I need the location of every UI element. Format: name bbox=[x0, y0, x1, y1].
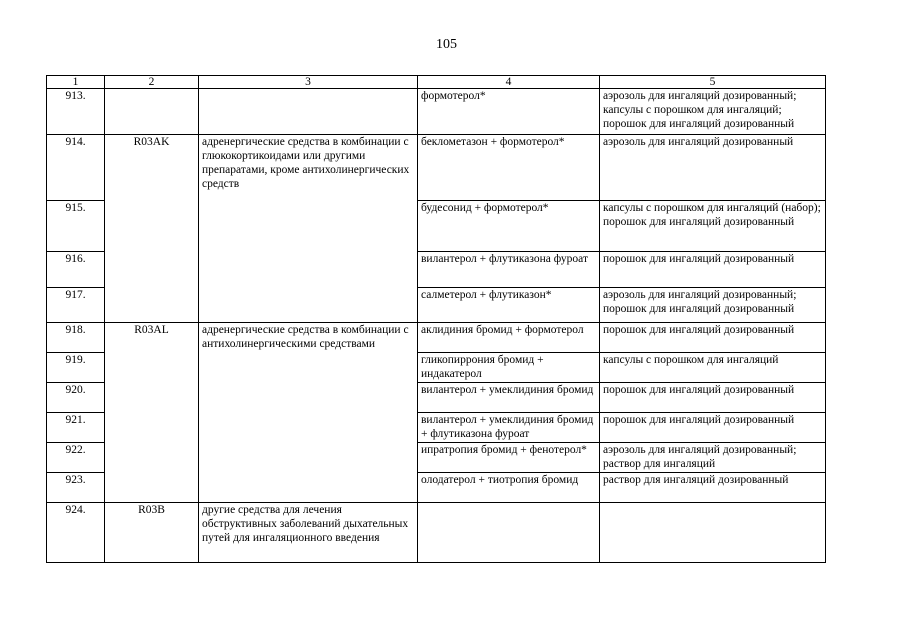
column-header: 2 bbox=[105, 76, 199, 89]
dosage-form: порошок для ингаляций дозированный bbox=[603, 324, 795, 336]
row-number: 918. bbox=[47, 323, 105, 353]
dosage-form: капсулы с порошком для ингаляций; bbox=[603, 104, 782, 116]
group-name bbox=[199, 89, 418, 135]
row-number: 917. bbox=[47, 288, 105, 323]
drug-name: олодатерол + тиотропия бромид bbox=[418, 473, 600, 503]
dosage-form: порошок для ингаляций дозированный bbox=[603, 414, 795, 426]
drug-name: гликопиррония бромид + индакатерол bbox=[418, 353, 600, 383]
dosage-form: раствор для ингаляций дозированный bbox=[603, 474, 789, 486]
dosage-form: порошок для ингаляций дозированный bbox=[603, 253, 795, 265]
row-number: 913. bbox=[47, 89, 105, 135]
drug-name: будесонид + формотерол* bbox=[418, 201, 600, 252]
drug-classification-table bbox=[46, 75, 826, 563]
atc-code: R03AK bbox=[105, 135, 199, 323]
dosage-forms bbox=[600, 503, 826, 563]
dosage-form: аэрозоль для ингаляций дозированный; bbox=[603, 444, 797, 456]
dosage-forms bbox=[600, 323, 826, 353]
dosage-form: аэрозоль для ингаляций дозированный; bbox=[603, 90, 797, 102]
drug-name: беклометазон + формотерол* bbox=[418, 135, 600, 201]
dosage-form: капсулы с порошком для ингаляций (набор); bbox=[603, 202, 821, 214]
dosage-forms bbox=[600, 383, 826, 413]
atc-code bbox=[105, 89, 199, 135]
dosage-forms bbox=[600, 89, 826, 135]
group-name: другие средства для лечения обструктивных заболеваний дыхательных путей для ингаляционного введения bbox=[199, 503, 418, 563]
dosage-form: аэрозоль для ингаляций дозированный bbox=[603, 136, 794, 148]
dosage-forms bbox=[600, 443, 826, 473]
dosage-form: порошок для ингаляций дозированный bbox=[603, 303, 795, 315]
drug-name: вилантерол + умеклидиния бромид bbox=[418, 383, 600, 413]
row-number: 920. bbox=[47, 383, 105, 413]
drug-name: формотерол* bbox=[418, 89, 600, 135]
row-number: 922. bbox=[47, 443, 105, 473]
dosage-form: раствор для ингаляций bbox=[603, 458, 716, 470]
table-row bbox=[47, 503, 826, 563]
row-number: 924. bbox=[47, 503, 105, 563]
row-number: 921. bbox=[47, 413, 105, 443]
drug-name: вилантерол + флутиказона фуроат bbox=[418, 252, 600, 288]
dosage-form: порошок для ингаляций дозированный bbox=[603, 216, 795, 228]
page-number: 105 bbox=[436, 37, 457, 52]
dosage-form: порошок для ингаляций дозированный bbox=[603, 384, 795, 396]
dosage-form: капсулы с порошком для ингаляций bbox=[603, 354, 779, 366]
column-header: 4 bbox=[418, 76, 600, 89]
atc-code: R03AL bbox=[105, 323, 199, 503]
drug-name: салметерол + флутиказон* bbox=[418, 288, 600, 323]
dosage-forms bbox=[600, 201, 826, 252]
dosage-forms bbox=[600, 473, 826, 503]
table-row bbox=[47, 89, 826, 135]
row-number: 923. bbox=[47, 473, 105, 503]
group-name: адренергические средства в комбинации с глюкокортикоидами или другими препаратами, кроме антихолинергических средств bbox=[199, 135, 418, 323]
table-row bbox=[47, 323, 826, 353]
drug-name bbox=[418, 503, 600, 563]
table-header-row bbox=[47, 76, 826, 89]
column-header: 1 bbox=[47, 76, 105, 89]
row-number: 919. bbox=[47, 353, 105, 383]
dosage-form: порошок для ингаляций дозированный bbox=[603, 118, 795, 130]
dosage-forms bbox=[600, 288, 826, 323]
dosage-form: аэрозоль для ингаляций дозированный; bbox=[603, 289, 797, 301]
group-name: адренергические средства в комбинации с антихолинергическими средствами bbox=[199, 323, 418, 503]
dosage-forms bbox=[600, 353, 826, 383]
table-row bbox=[47, 135, 826, 201]
column-header: 5 bbox=[600, 76, 826, 89]
dosage-forms bbox=[600, 135, 826, 201]
dosage-forms bbox=[600, 413, 826, 443]
drug-name: аклидиния бромид + формотерол bbox=[418, 323, 600, 353]
drug-name: ипратропия бромид + фенотерол* bbox=[418, 443, 600, 473]
column-header: 3 bbox=[199, 76, 418, 89]
atc-code: R03B bbox=[105, 503, 199, 563]
row-number: 914. bbox=[47, 135, 105, 201]
row-number: 915. bbox=[47, 201, 105, 252]
row-number: 916. bbox=[47, 252, 105, 288]
drug-name: вилантерол + умеклидиния бромид + флутиказона фуроат bbox=[418, 413, 600, 443]
dosage-forms bbox=[600, 252, 826, 288]
